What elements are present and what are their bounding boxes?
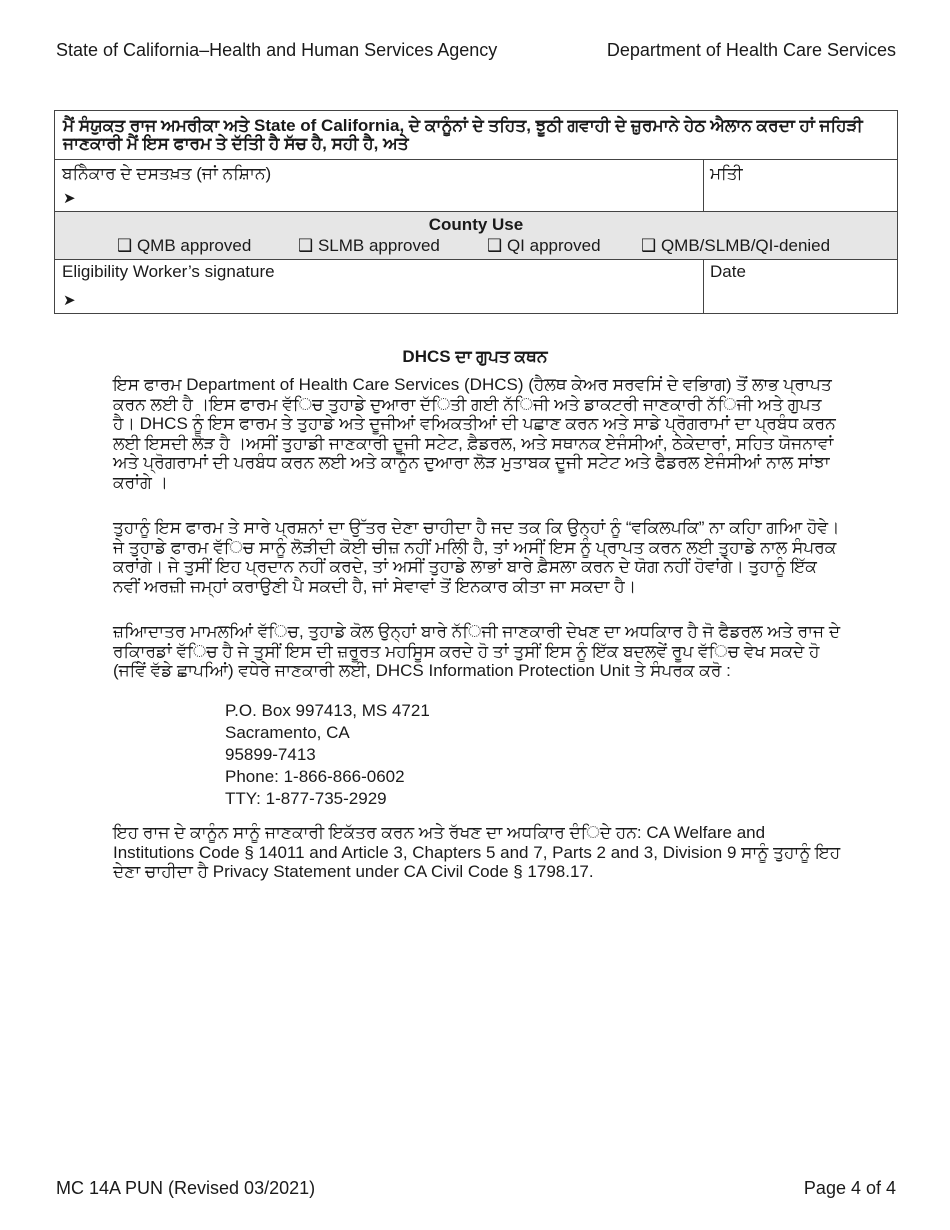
applicant-signature-label: ਬਨਿੈਕਾਰ ਦੇ ਦਸਤਖ਼ਤ (ਜਾਂ ਨਸ਼ਿਾਨ) bbox=[62, 164, 272, 183]
privacy-paragraph-2: ਤੁਹਾਨੂੰ ਇਸ ਫਾਰਮ ਤੇ ਸਾਰੇ ਪ੍ਰਸ਼ਨਾਂ ਦਾ ਉੱਤਰ ਦੇਣਾ ਚਾਹੀਦਾ ਹੈ ਜਦ ਤਕ ਕਿ ਉਨ੍ਹਾਂ ਨੂੰ “ਵਕਿਲਪਕਿ” ਨਾ ਕਹਿਾ ਗਆਿ ਹੋਵੇ। ਜੇ ਤੁਹਾਡੇ ਫਾਰਮ ਵੱਿਚ ਸਾਨੂੰ ਲੋੜੀਦੀ ਕੋਈ ਚੀਜ਼ ਨਹੀਂ ਮਲਿੀ ਹੈ, ਤਾਂ ਅਸੀਂ ਇਸ ਨੂੰ ਪ੍ਰਾਪਤ ਕਰਨ ਲਈ ਤੁਹਾਡੇ ਨਾਲ ਸੰਪਰਕ ਕਰਾਂਗੇ। ਜੇ ਤੁਸੀਂ ਇਹ ਪ੍ਰਦਾਨ ਨਹੀਂ ਕਰਦੇ, ਤਾਂ ਅਸੀਂ ਤੁਹਾਡੇ ਲਾਭਾਂ ਬਾਰੇ ਫ਼ੈਸਲਾ ਕਰਨ ਦੇ ਯੋਗ ਨਹੀਂ ਹੋਵਾਂਗੇ। ਤੁਹਾਨੂੰ ਇੱਕ ਨਵੀਂ ਅਰਜ਼ੀ ਜਮ੍ਹਾਂ ਕਰਾਉਣੀ ਪੈ ਸਕਦੀ ਹੈ, ਜਾਂ ਸੇਵਾਵਾਂ ਤੋਂ ਇਨਕਾਰ ਕੀਤਾ ਜਾ ਸਕਦਾ ਹੈ। bbox=[113, 518, 840, 596]
privacy-title: DHCS ਦਾ ਗੁਪਤ ਕਥਨ bbox=[402, 347, 548, 366]
worker-signature-label: Eligibility Worker’s signature bbox=[62, 262, 275, 281]
header-department: Department of Health Care Services bbox=[606, 40, 896, 60]
worker-signature-row bbox=[55, 260, 897, 313]
privacy-paragraph-3: ਜ਼ਆਿਦਾਤਰ ਮਾਮਲਆਿਂ ਵੱਿਚ, ਤੁਹਾਡੇ ਕੋਲ ਉਨ੍ਹਾਂ ਬਾਰੇ ਨੱਿਜੀ ਜਾਣਕਾਰੀ ਦੇਖਣ ਦਾ ਅਧਕਿਾਰ ਹੈ ਜੋ ਫੈਡਰਲ ਅਤੇ ਰਾਜ ਦੇ ਰਕਿਾਰਡਾਂ ਵੱਿਚ ਹੈ ਜੇ ਤੁਸੀਂ ਇਸ ਦੀ ਜ਼ਰੂਰਤ ਮਹਸਿੂਸ ਕਰਦੇ ਹੋ ਤਾਂ ਤੁਸੀਂ ਇਸ ਨੂੰ ਇੱਕ ਬਦਲਵੇਂ ਰੂਪ ਵੱਿਚ ਵੇਖ ਸਕਦੇ ਹੋ (ਜਵਿੇਂ ਵੱਡੇ ਛਾਪਆਿਂ) ਵਧੇਰੇ ਜਾਣਕਾਰੀ ਲਈ, DHCS Information Protection Unit ਤੇ ਸੰਪਰਕ ਕਰੋ : bbox=[113, 622, 841, 680]
applicant-signature-row bbox=[55, 160, 897, 212]
page-number: Page 4 of 4 bbox=[803, 1178, 896, 1198]
applicant-signature-field[interactable] bbox=[55, 160, 704, 211]
signature-form bbox=[54, 110, 898, 314]
worker-date-label: Date bbox=[710, 262, 746, 281]
county-use-title: County Use bbox=[428, 215, 524, 234]
privacy-paragraph-4: ਇਹ ਰਾਜ ਦੇ ਕਾਨੂੰਨ ਸਾਨੂੰ ਜਾਣਕਾਰੀ ਇਕੱਤਰ ਕਰਨ ਅਤੇ ਰੱਖਣ ਦਾ ਅਧਕਿਾਰ ਦੰਿਦੇ ਹਨ: CA Welfare and Institutions Code § 14011 and Article 3, Chapters 5 and 7, Parts 2 and 3, Division 9 ਸਾਨੂੰ ਤੁਹਾਨੂੰ ਇਹ ਦੇਣਾ ਚਾਹੀਦਾ ਹੈ Privacy Statement under CA Civil Code § 1798.17. bbox=[113, 823, 841, 881]
applicant-date-label: ਮਤਿੀ bbox=[710, 164, 743, 183]
applicant-date-field[interactable] bbox=[704, 160, 897, 211]
worker-date-field[interactable] bbox=[704, 260, 897, 313]
address-line: Sacramento, CA bbox=[225, 723, 350, 742]
contact-address bbox=[225, 700, 430, 810]
tty-line: TTY: 1-877-735-2929 bbox=[225, 789, 387, 808]
qmb-slmb-qi-denied-checkbox[interactable]: ❑ QMB/SLMB/QI-denied bbox=[641, 236, 831, 255]
county-use-section bbox=[55, 212, 897, 260]
address-line: P.O. Box 997413, MS 4721 bbox=[225, 701, 430, 720]
arrow-icon: ➤ bbox=[63, 292, 76, 309]
qmb-approved-checkbox[interactable]: ❑ QMB approved bbox=[117, 236, 252, 255]
worker-signature-field[interactable] bbox=[55, 260, 704, 313]
address-line: 95899-7413 bbox=[225, 745, 316, 764]
privacy-paragraph-1: ਇਸ ਫਾਰਮ Department of Health Care Services (DHCS) (ਹੈਲਥ ਕੇਅਰ ਸਰਵਸਿਂ ਦੇ ਵਭਿਾਗ) ਤੋਂ ਲਾਭ ਪ੍ਰਾਪਤ ਕਰਨ ਲਈ ਹੈ ।ਇਸ ਫਾਰਮ ਵੱਿਚ ਤੁਹਾਡੇ ਦੁਆਰਾ ਦੱਿਤੀ ਗਈ ਨੱਿਜੀ ਅਤੇ ਡਾਕਟਰੀ ਜਾਣਕਾਰੀ ਨੱਿਜੀ ਅਤੇ ਗੁਪਤ ਹੈ। DHCS ਨੂੰ ਇਸ ਫਾਰਮ ਤੇ ਤੁਹਾਡੇ ਅਤੇ ਦੂਜੀਆਂ ਵਅਿਕਤੀਆਂ ਦੀ ਪਛਾਣ ਕਰਨ ਅਤੇ ਸਾਡੇ ਪ੍ਰੋਗਰਾਮਾਂ ਦਾ ਪ੍ਰਬੰਧ ਕਰਨ ਲਈ ਇਸਦੀ ਲੋੜ ਹੈ ।ਅਸੀਂ ਤੁਹਾਡੀ ਜਾਣਕਾਰੀ ਦੂਜੀ ਸਟੇਟ, ਫ਼ੈਡਰਲ, ਅਤੇ ਸਥਾਨਕ ਏਜੰਸੀਆਂ, ਠੇਕੇਦਾਰਾਂ, ਸਹਿਤ ਯੋਜਨਾਵਾਂ ਅਤੇ ਪ੍ਰੋਗਰਾਮਾਂ ਦੀ ਪਰਬੰਧ ਕਰਨ ਲਈ ਅਤੇ ਕਾਨੂੰਨ ਦੁਆਰਾ ਲੋੜ ਮੁਤਾਬਕ ਦੂਜੀ ਸਟੇਟ ਅਤੇ ਫੈਡਰਲ ਏਜੰਸੀਆਂ ਨਾਲ ਸਾਂਝਾ ਕਰਾਂਗੇ । bbox=[113, 375, 836, 492]
header-agency: State of California–Health and Human Services Agency bbox=[56, 40, 498, 60]
perjury-declaration: ਮੈਂ ਸੰਯੁਕਤ ਰਾਜ ਅਮਰੀਕਾ ਅਤੇ State of California, ਦੇ ਕਾਨੂੰਨਾਂ ਦੇ ਤਹਿਤ, ਝੂਠੀ ਗਵਾਹੀ ਦੇ ਜ਼ੁਰਮਾਨੇ ਹੇਠ ਐਲਾਨ ਕਰਦਾ ਹਾਂ ਜਹਿੜੀ ਜਾਣਕਾਰੀ ਮੈਂ ਇਸ ਫਾਰਮ ਤੇ ਦੱਤਿੀ ਹੈ ਸੱਚ ਹੈ, ਸਹੀ ਹੈ, ਅਤੇ bbox=[55, 111, 897, 160]
arrow-icon: ➤ bbox=[63, 190, 76, 207]
qi-approved-checkbox[interactable]: ❑ QI approved bbox=[487, 236, 601, 255]
slmb-approved-checkbox[interactable]: ❑ SLMB approved bbox=[298, 236, 440, 255]
phone-line: Phone: 1-866-866-0602 bbox=[225, 767, 405, 786]
form-number: MC 14A PUN (Revised 03/2021) bbox=[56, 1178, 316, 1198]
